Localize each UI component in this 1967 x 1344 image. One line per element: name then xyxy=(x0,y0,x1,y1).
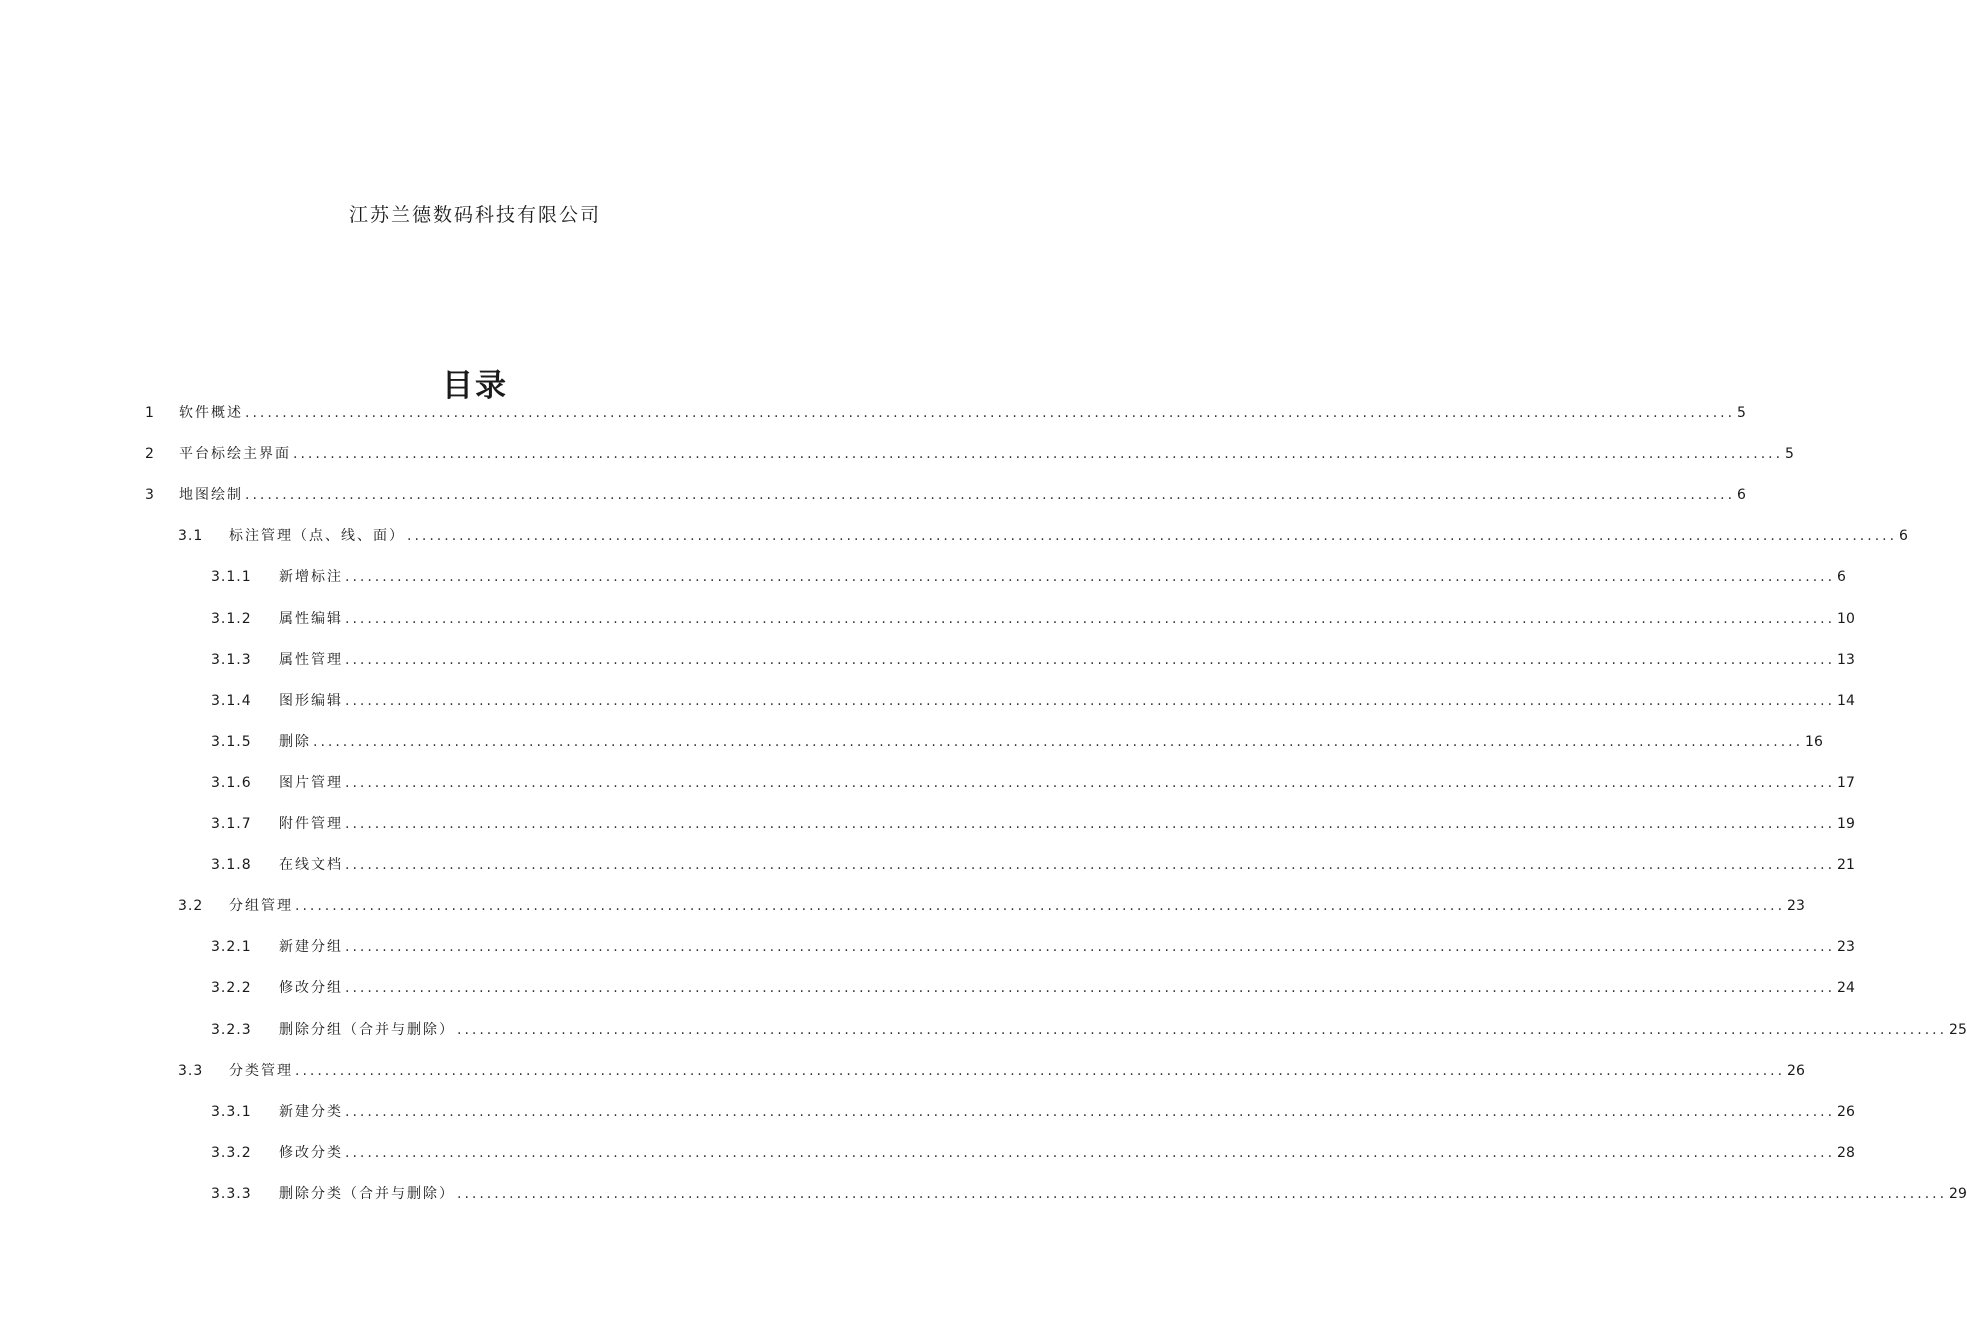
toc-entry-label: 修改分类 xyxy=(279,1145,343,1161)
toc-entry-label: 附件管理 xyxy=(279,816,343,832)
toc-entry-page: 25 xyxy=(1949,1022,1967,1038)
toc-entry-number: 3.3.2 xyxy=(211,1145,252,1161)
toc-entry-number: 1 xyxy=(145,405,155,421)
toc-dot-leader: ........................................................................................................................................................................................................ xyxy=(345,1104,1836,1120)
toc-dot-leader: ........................................................................................................................................................................................................ xyxy=(293,446,1784,462)
toc-entry-number: 3.2.1 xyxy=(211,939,252,955)
toc-entry-label: 新建分类 xyxy=(279,1104,343,1120)
toc-entry[interactable] xyxy=(145,484,1746,506)
toc-entry[interactable] xyxy=(211,1101,1855,1123)
toc-dot-leader: ........................................................................................................................................................................................................ xyxy=(345,693,1836,709)
toc-entry-label: 分组管理 xyxy=(229,898,293,914)
toc-entry-label: 地图绘制 xyxy=(179,487,243,503)
toc-entry[interactable] xyxy=(178,895,1805,917)
toc-entry-number: 3.3.1 xyxy=(211,1104,252,1120)
toc-dot-leader: ........................................................................................................................................................................................................ xyxy=(295,898,1786,914)
toc-entry-page: 26 xyxy=(1837,1104,1855,1120)
toc-entry-label: 图片管理 xyxy=(279,775,343,791)
toc-dot-leader: ........................................................................................................................................................................................................ xyxy=(407,528,1898,544)
toc-entry-number: 3.1 xyxy=(178,528,204,544)
toc-dot-leader: ........................................................................................................................................................................................................ xyxy=(345,857,1836,873)
toc-entry-number: 3.1.2 xyxy=(211,611,252,627)
toc-dot-leader: ........................................................................................................................................................................................................ xyxy=(295,1063,1786,1079)
toc-entry[interactable] xyxy=(211,690,1855,712)
toc-entry-page: 24 xyxy=(1837,980,1855,996)
toc-dot-leader: ........................................................................................................................................................................................................ xyxy=(345,569,1836,585)
toc-entry-page: 21 xyxy=(1837,857,1855,873)
toc-dot-leader: ........................................................................................................................................................................................................ xyxy=(345,980,1836,996)
toc-entry-label: 删除分类（合并与删除） xyxy=(279,1186,455,1202)
toc-entry-page: 26 xyxy=(1787,1063,1805,1079)
toc-entry-label: 删除 xyxy=(279,734,311,750)
toc-entry-number: 3.1.7 xyxy=(211,816,252,832)
toc-entry[interactable] xyxy=(211,936,1855,958)
toc-entry-number: 3.1.4 xyxy=(211,693,252,709)
toc-entry[interactable] xyxy=(211,854,1855,876)
toc-dot-leader: ........................................................................................................................................................................................................ xyxy=(345,775,1836,791)
toc-entry[interactable] xyxy=(145,443,1794,465)
toc-entry-page: 19 xyxy=(1837,816,1855,832)
toc-entry-page: 6 xyxy=(1837,569,1846,585)
toc-entry-number: 3.1.1 xyxy=(211,569,252,585)
toc-entry[interactable] xyxy=(211,566,1846,588)
toc-entry[interactable] xyxy=(211,1142,1855,1164)
toc-entry-page: 5 xyxy=(1737,405,1746,421)
toc-entry-label: 标注管理（点、线、面） xyxy=(229,528,405,544)
toc-entry-label: 平台标绘主界面 xyxy=(179,446,291,462)
toc-entry-number: 3.3.3 xyxy=(211,1186,252,1202)
toc-entry[interactable] xyxy=(211,813,1855,835)
toc-entry-number: 3 xyxy=(145,487,155,503)
toc-entry-label: 在线文档 xyxy=(279,857,343,873)
toc-entry[interactable] xyxy=(211,772,1855,794)
toc-entry-page: 14 xyxy=(1837,693,1855,709)
toc-entry[interactable] xyxy=(211,1183,1967,1205)
toc-entry-label: 属性编辑 xyxy=(279,611,343,627)
toc-entry[interactable] xyxy=(211,977,1855,999)
toc-entry-label: 属性管理 xyxy=(279,652,343,668)
toc-entry-number: 3.1.6 xyxy=(211,775,252,791)
toc-dot-leader: ........................................................................................................................................................................................................ xyxy=(345,652,1836,668)
toc-entry-page: 16 xyxy=(1805,734,1823,750)
toc-entry[interactable] xyxy=(145,402,1746,424)
toc-entry[interactable] xyxy=(178,1060,1805,1082)
toc-entry-label: 删除分组（合并与删除） xyxy=(279,1022,455,1038)
toc-entry[interactable] xyxy=(211,731,1823,753)
toc-dot-leader: ........................................................................................................................................................................................................ xyxy=(345,611,1836,627)
toc-dot-leader: ........................................................................................................................................................................................................ xyxy=(457,1022,1948,1038)
toc-entry-number: 2 xyxy=(145,446,155,462)
toc-entry-number: 3.1.8 xyxy=(211,857,252,873)
company-name: 江苏兰德数码科技有限公司 xyxy=(348,204,601,226)
toc-entry[interactable] xyxy=(211,649,1855,671)
toc-entry-number: 3.2.3 xyxy=(211,1022,252,1038)
toc-entry-page: 23 xyxy=(1837,939,1855,955)
toc-entry-page: 10 xyxy=(1837,611,1855,627)
toc-entry-page: 23 xyxy=(1787,898,1805,914)
toc-entry-label: 新增标注 xyxy=(279,569,343,585)
toc-entry-page: 29 xyxy=(1949,1186,1967,1202)
toc-entry-label: 软件概述 xyxy=(179,405,243,421)
toc-entry-label: 修改分组 xyxy=(279,980,343,996)
toc-title: 目录 xyxy=(442,368,508,404)
toc-entry-page: 6 xyxy=(1737,487,1746,503)
toc-entry-page: 28 xyxy=(1837,1145,1855,1161)
toc-entry-label: 图形编辑 xyxy=(279,693,343,709)
toc-entry[interactable] xyxy=(178,525,1908,547)
toc-entry-label: 分类管理 xyxy=(229,1063,293,1079)
toc-entry-page: 13 xyxy=(1837,652,1855,668)
toc-entry[interactable] xyxy=(211,608,1855,630)
toc-dot-leader: ........................................................................................................................................................................................................ xyxy=(345,816,1836,832)
toc-entry-number: 3.1.5 xyxy=(211,734,252,750)
toc-entry-page: 6 xyxy=(1899,528,1908,544)
toc-dot-leader: ........................................................................................................................................................................................................ xyxy=(245,487,1736,503)
toc-dot-leader: ........................................................................................................................................................................................................ xyxy=(245,405,1736,421)
toc-entry-label: 新建分组 xyxy=(279,939,343,955)
toc-entry-number: 3.3 xyxy=(178,1063,204,1079)
toc-dot-leader: ........................................................................................................................................................................................................ xyxy=(345,939,1836,955)
toc-dot-leader: ........................................................................................................................................................................................................ xyxy=(345,1145,1836,1161)
toc-entry-page: 17 xyxy=(1837,775,1855,791)
toc-entry[interactable] xyxy=(211,1019,1967,1041)
toc-entry-number: 3.2 xyxy=(178,898,204,914)
toc-entry-page: 5 xyxy=(1785,446,1794,462)
toc-entry-number: 3.2.2 xyxy=(211,980,252,996)
toc-dot-leader: ........................................................................................................................................................................................................ xyxy=(313,734,1804,750)
toc-entry-number: 3.1.3 xyxy=(211,652,252,668)
toc-dot-leader: ........................................................................................................................................................................................................ xyxy=(457,1186,1948,1202)
